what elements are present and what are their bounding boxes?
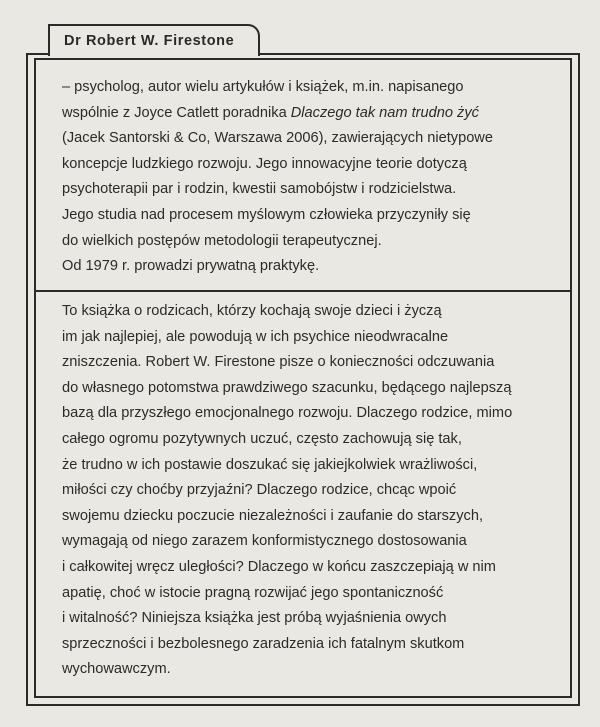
author-bio — [62, 75, 493, 280]
description-line: i całkowitej wręcz uległości? Dlaczego w końcu zaszczepiają w nim — [62, 558, 496, 575]
bio-line: psychoterapii par i rodzin, kwestii samobójstw i rodzicielstwa. — [62, 181, 457, 198]
book-description — [62, 299, 512, 683]
description-line: swojemu dziecku poczucie niezależności i zaufanie do starszych, — [62, 507, 483, 524]
bio-line: koncepcje ludzkiego rozwoju. Jego innowacyjne teorie dotyczą — [62, 155, 467, 172]
section-divider — [34, 290, 572, 292]
description-line: wychowawczym. — [62, 661, 171, 678]
bio-line: do wielkich postępów metodologii terapeutycznej. — [62, 232, 382, 249]
description-line: sprzeczności i bezbolesnego zaradzenia ich fatalnym skutkom — [62, 635, 465, 652]
description-line: że trudno w ich postawie doszukać się jakiejkolwiek wrażliwości, — [62, 456, 478, 473]
book-title: Dlaczego tak nam trudno żyć — [290, 104, 479, 121]
description-line: apatię, choć w istocie pragną rozwijać jego spontaniczność — [62, 584, 444, 601]
description-line: miłości czy choćby przyjaźni? Dlaczego rodzice, chcąc wpoić — [62, 482, 457, 499]
description-line: do własnego potomstwa prawdziwego szacunku, będącego najlepszą — [62, 379, 512, 396]
description-line: To książka o rodzicach, którzy kochają swoje dzieci i życzą — [62, 303, 442, 319]
description-line: i witalność? Niniejsza książka jest próbą wyjaśnienia owych — [62, 610, 447, 627]
description-line: zniszczenia. Robert W. Firestone pisze o konieczności odczuwania — [62, 354, 495, 371]
description-line: wymagają od niego zarazem konformistycznego dostosowania — [62, 533, 467, 550]
bio-line: Jego studia nad procesem myślowym człowieka przyczyniły się — [62, 206, 471, 223]
description-line: im jak najlepiej, ale powodują w ich psychice nieodwracalne — [62, 328, 449, 345]
bio-line: (Jacek Santorski & Co, Warszawa 2006), zawierających nietypowe — [62, 130, 493, 147]
author-name: Dr Robert W. Firestone — [64, 33, 235, 49]
description-line: całego ogromu pozytywnych uczuć, często zachowują się tak, — [62, 430, 462, 447]
author-tab — [48, 24, 260, 56]
bio-line: wspólnie z Joyce Catlett poradnika Dlaczego tak nam trudno żyć — [62, 104, 479, 121]
bio-line: – psycholog, autor wielu artykułów i książek, m.in. napisanego — [62, 79, 464, 95]
description-line: bazą dla przyszłego emocjonalnego rozwoju. Dlaczego rodzice, mimo — [62, 405, 513, 422]
bio-line: Od 1979 r. prowadzi prywatną praktykę. — [62, 258, 320, 275]
